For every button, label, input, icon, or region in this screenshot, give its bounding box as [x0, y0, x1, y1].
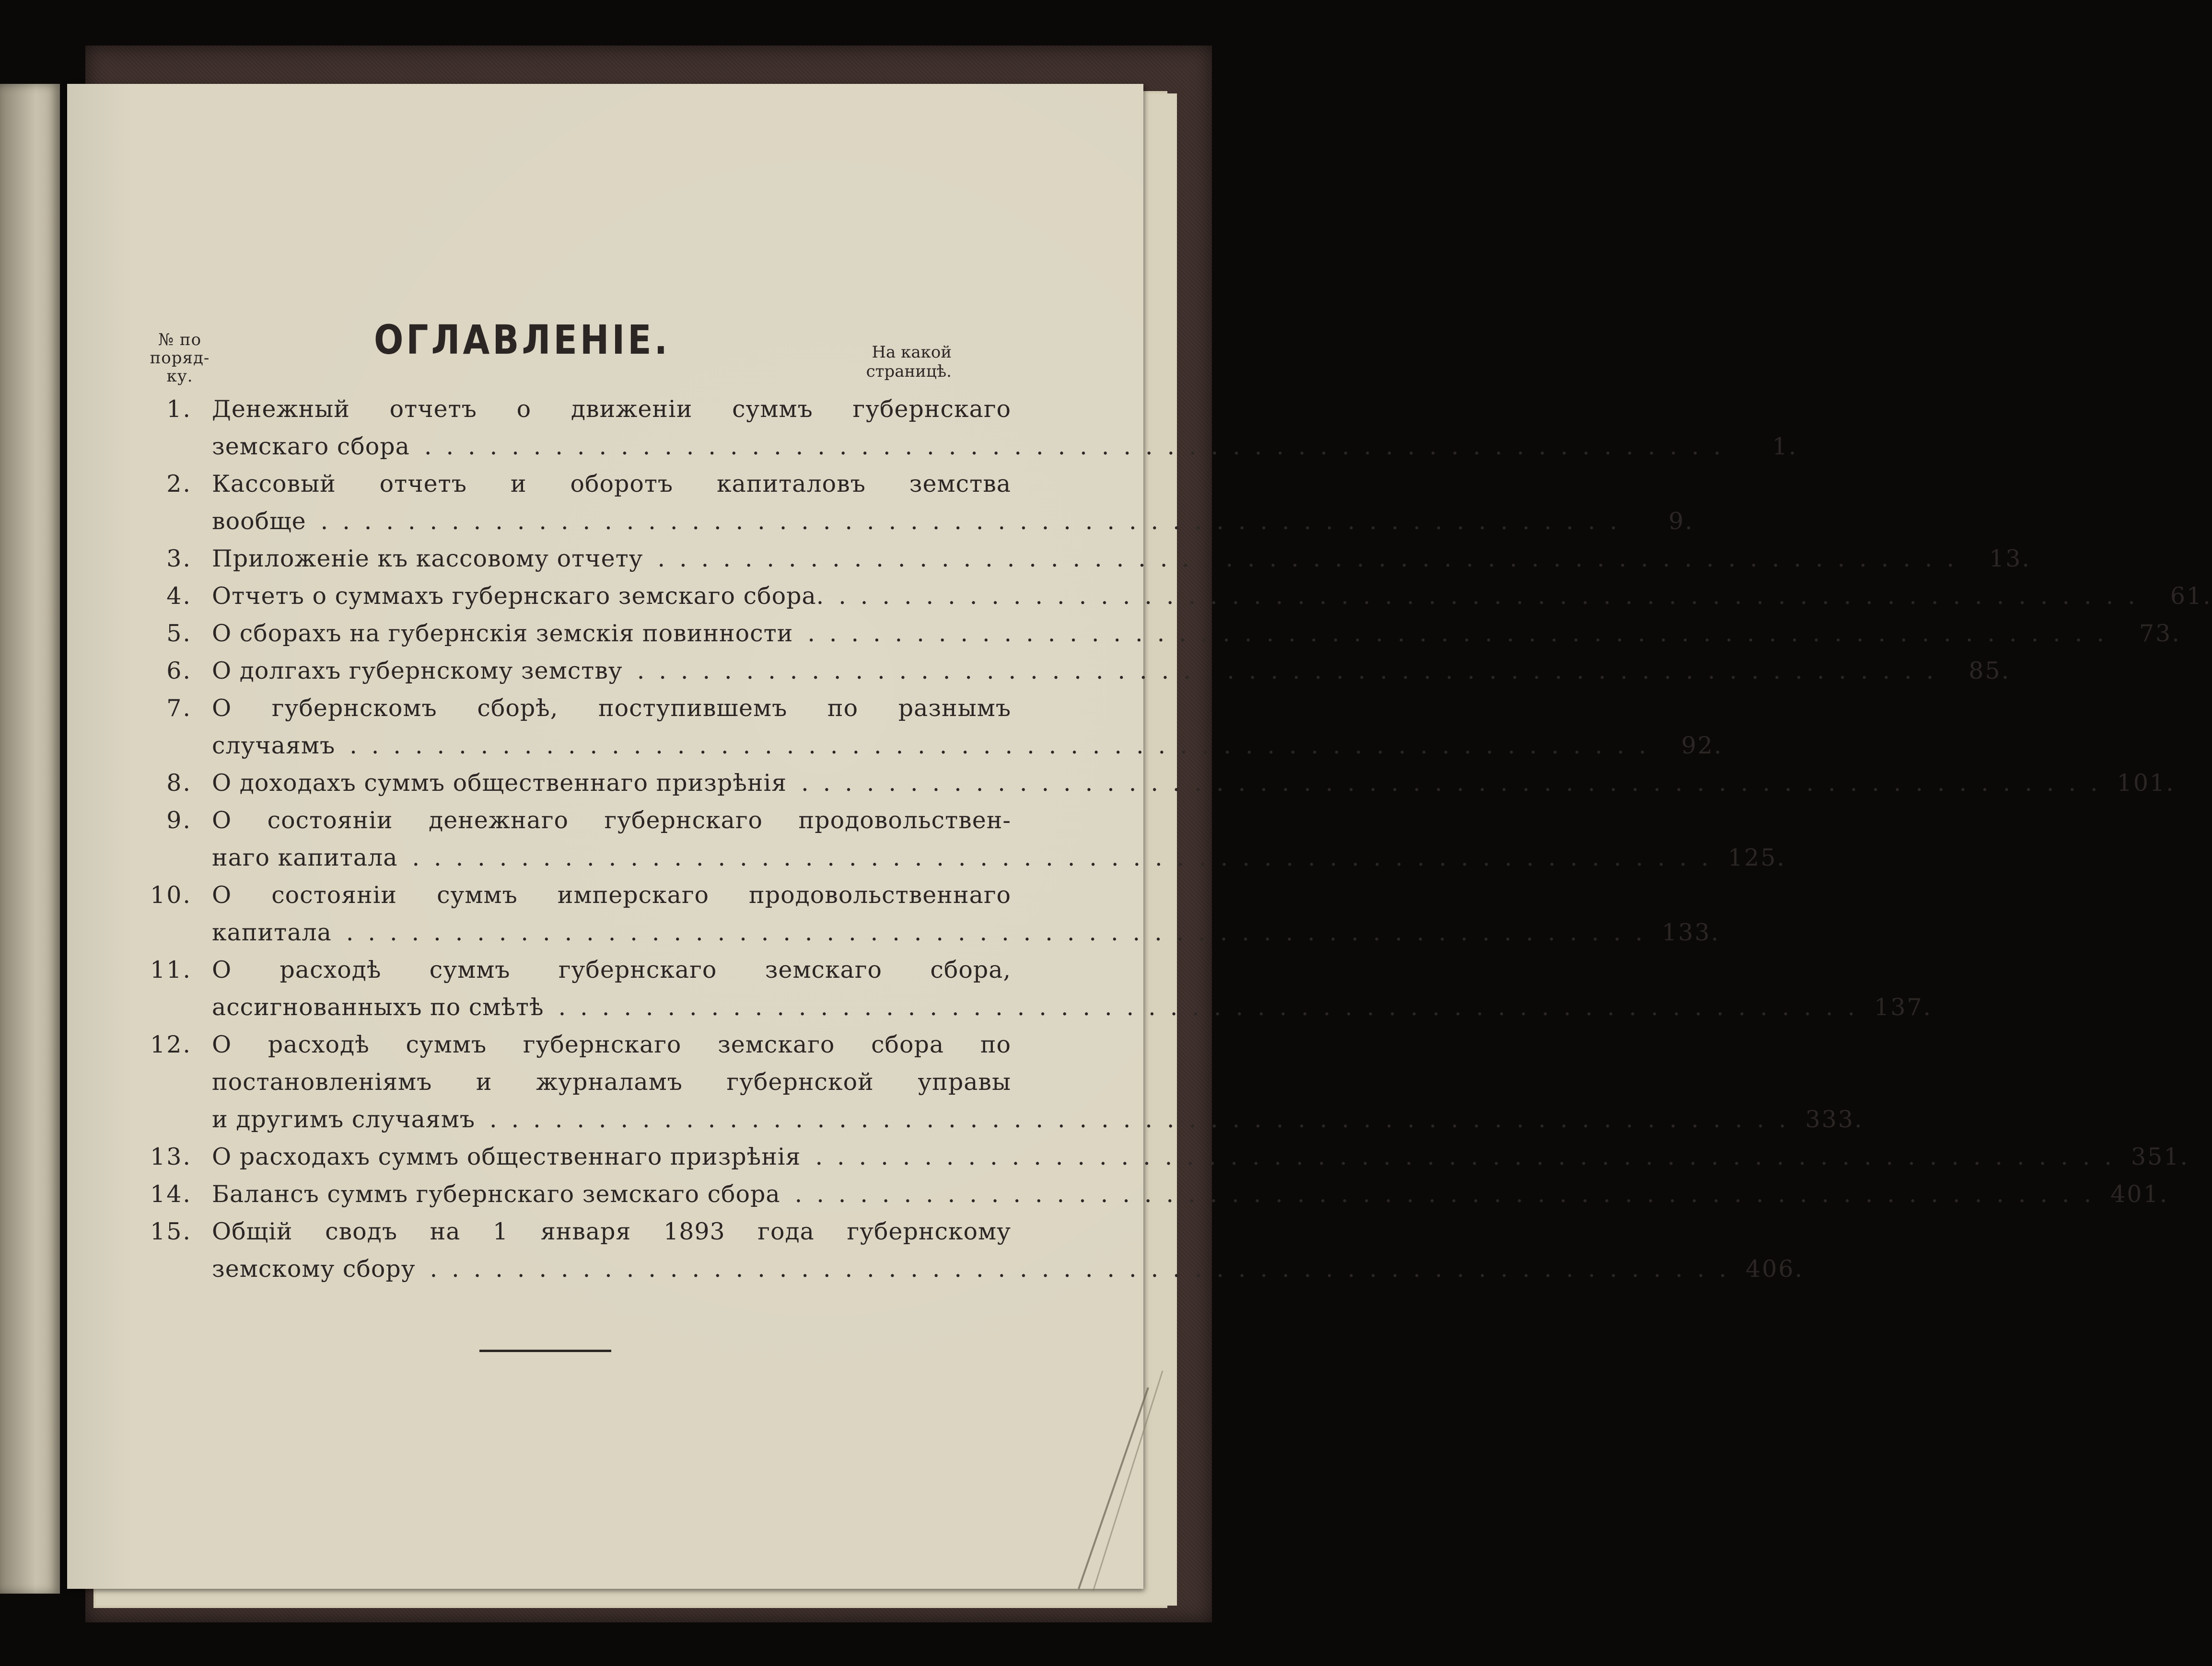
entry-title-line: О расходѣ суммъ губернскаго земскаго сбора,	[212, 956, 1011, 983]
toc-entry-line	[139, 951, 1011, 989]
entry-title-line: земскаго сбора	[212, 433, 410, 460]
toc-entry-line	[139, 877, 1011, 914]
entry-final-line	[212, 989, 1933, 1026]
entry-page-number: 61.	[2170, 582, 2212, 610]
entry-page-number: 9.	[1668, 508, 1694, 535]
dot-leader: ............................................................	[794, 1180, 2106, 1208]
toc-entry	[139, 1213, 1804, 1288]
column-header-page	[837, 343, 952, 381]
toc-entry-line	[139, 802, 1011, 839]
entry-final-line	[212, 1176, 2169, 1213]
dot-leader: ............................................................	[637, 657, 1948, 684]
toc-entry	[139, 951, 1933, 1026]
toc-entry	[139, 652, 2011, 690]
toc-entry	[139, 1176, 2169, 1213]
entry-page-number: 351.	[2131, 1143, 2189, 1170]
table-of-contents	[139, 391, 2212, 1288]
entry-title-line: О состояніи денежнаго губернскаго продовольствен-	[212, 807, 1011, 834]
end-rule	[479, 1350, 611, 1352]
toc-entry-line	[139, 428, 1798, 465]
entry-final-line	[212, 578, 2212, 615]
entry-page-number: 92.	[1681, 732, 1723, 759]
entry-title-line: О расходѣ суммъ губернскаго земскаго сбора по	[212, 1031, 1011, 1058]
entry-page-number: 133.	[1662, 919, 1720, 946]
entry-title-line: О доходахъ суммъ общественнаго призрѣнія	[212, 769, 787, 797]
dot-leader: ............................................................	[430, 1255, 1741, 1283]
entry-title-line: О расходахъ суммъ общественнаго призрѣнія	[212, 1143, 801, 1170]
entry-title-line: вообще	[212, 508, 306, 535]
toc-entry	[139, 1026, 1863, 1138]
entry-title-line: О сборахъ на губернскія земскія повинности	[212, 620, 793, 647]
entry-page-number: 1.	[1772, 433, 1798, 460]
entry-title-line: капитала	[212, 919, 332, 946]
entry-page-number: 73.	[2139, 620, 2181, 647]
toc-entry-line	[139, 839, 1786, 877]
toc-entry-line	[139, 1026, 1011, 1064]
entry-number: 9.	[166, 807, 192, 834]
entry-final-line	[212, 1101, 1863, 1138]
entry-final-line	[212, 727, 1723, 764]
entry-page-number: 406.	[1746, 1255, 1804, 1283]
entry-title-line: Отчетъ о суммахъ губернскаго земскаго сбора.	[212, 582, 825, 610]
toc-entry	[139, 540, 2031, 578]
entry-number: 11.	[150, 956, 192, 983]
dot-leader: ............................................................	[657, 545, 1969, 572]
toc-entry-line	[139, 1064, 1011, 1101]
dot-leader: ............................................................	[838, 582, 2150, 610]
entry-final-line	[212, 615, 2181, 652]
entry-final-line	[212, 428, 1798, 465]
column-header-line: поряд-	[150, 348, 210, 368]
entry-title-line: Кассовый отчетъ и оборотъ капиталовъ земства	[212, 470, 1011, 497]
entry-title-line: ассигнованныхъ по смѣтѣ	[212, 994, 544, 1021]
entry-page-number: 125.	[1728, 844, 1786, 871]
toc-entry-line	[139, 1250, 1804, 1288]
entry-page-number: 137.	[1874, 994, 1933, 1021]
entry-page-number: 85.	[1968, 657, 2011, 684]
toc-entry-line	[139, 1176, 2169, 1213]
dot-leader: ............................................................	[346, 919, 1657, 946]
toc-entry-line	[139, 503, 1694, 540]
toc-entry	[139, 690, 1723, 764]
toc-entry	[139, 391, 1798, 465]
page-title: ОГЛАВЛЕНІЕ.	[374, 316, 671, 363]
entry-title-line: постановленіямъ и журналамъ губернской управы	[212, 1068, 1011, 1096]
entry-number: 13.	[150, 1143, 192, 1170]
toc-entry	[139, 877, 1720, 951]
toc-entry-line	[139, 578, 2212, 615]
dot-leader: ............................................................	[489, 1106, 1801, 1133]
column-header-line: № по	[158, 330, 202, 349]
toc-entry-line	[139, 391, 1011, 428]
entry-number: 3.	[166, 545, 192, 572]
toc-entry	[139, 1138, 2189, 1176]
dot-leader: ............................................................	[424, 433, 1735, 460]
entry-number: 12.	[150, 1031, 192, 1058]
entry-number: 10.	[150, 881, 192, 909]
dot-leader: ............................................................	[558, 994, 1870, 1021]
entry-title-line: О губернскомъ сборѣ, поступившемъ по разнымъ	[212, 694, 1011, 722]
entry-page-number: 401.	[2110, 1180, 2169, 1208]
column-header-line: страницѣ.	[866, 362, 952, 381]
entry-number: 7.	[166, 694, 192, 722]
toc-entry-line	[139, 1138, 2189, 1176]
toc-entry	[139, 615, 2181, 652]
entry-number: 15.	[150, 1218, 192, 1245]
entry-final-line	[212, 839, 1786, 877]
toc-entry	[139, 764, 2175, 802]
column-header-line: ку.	[166, 367, 193, 386]
toc-entry-line	[139, 465, 1011, 503]
dot-leader: ............................................................	[412, 844, 1723, 871]
dot-leader: ............................................................	[349, 732, 1661, 759]
dot-leader: ............................................................	[320, 508, 1632, 535]
entry-final-line	[212, 764, 2175, 802]
entry-title-line: земскому сбору	[212, 1255, 416, 1283]
toc-entry-line	[139, 615, 2181, 652]
entry-final-line	[212, 914, 1720, 951]
entry-final-line	[212, 503, 1694, 540]
entry-number: 8.	[166, 769, 192, 797]
entry-page-number: 13.	[1989, 545, 2031, 572]
dot-leader: ............................................................	[807, 620, 2119, 647]
toc-entry-line	[139, 989, 1933, 1026]
dot-leader: ............................................................	[815, 1143, 2127, 1170]
entry-page-number: 101.	[2117, 769, 2175, 797]
entry-number: 5.	[166, 620, 192, 647]
column-header-line: На какой	[872, 343, 952, 362]
entry-final-line	[212, 540, 2031, 578]
dot-leader: ............................................................	[801, 769, 2112, 797]
column-header-number	[139, 331, 221, 385]
toc-entry-line	[139, 540, 2031, 578]
toc-entry-line	[139, 764, 2175, 802]
toc-entry-line	[139, 652, 2011, 690]
toc-entry-line	[139, 1213, 1011, 1250]
entry-title-line: О состояніи суммъ имперскаго продовольственнаго	[212, 881, 1011, 909]
toc-entry	[139, 465, 1694, 540]
toc-entry-line	[139, 914, 1720, 951]
left-page-edge	[0, 84, 60, 1594]
toc-entry	[139, 802, 1786, 877]
entry-title-line: Денежный отчетъ о движеніи суммъ губернскаго	[212, 395, 1011, 423]
entry-number: 1.	[166, 395, 192, 423]
toc-entry-line	[139, 727, 1723, 764]
entry-final-line	[212, 652, 2011, 690]
entry-number: 6.	[166, 657, 192, 684]
toc-entry-line	[139, 1101, 1863, 1138]
entry-final-line	[212, 1250, 1804, 1288]
entry-title-line: Общій сводъ на 1 января 1893 года губернскому	[212, 1218, 1011, 1245]
entry-number: 2.	[166, 470, 192, 497]
entry-final-line	[212, 1138, 2189, 1176]
entry-page-number: 333.	[1805, 1106, 1863, 1133]
entry-title-line: и другимъ случаямъ	[212, 1106, 476, 1133]
entry-title-line: Балансъ суммъ губернскаго земскаго сбора	[212, 1180, 780, 1208]
entry-title-line: случаямъ	[212, 732, 336, 759]
toc-entry-line	[139, 690, 1011, 727]
entry-title-line: Приложеніе къ кассовому отчету	[212, 545, 643, 572]
entry-title-line: наго капитала	[212, 844, 398, 871]
entry-number: 14.	[150, 1180, 192, 1208]
entry-number: 4.	[166, 582, 192, 610]
entry-title-line: О долгахъ губернскому земству	[212, 657, 623, 684]
toc-entry	[139, 578, 2212, 615]
